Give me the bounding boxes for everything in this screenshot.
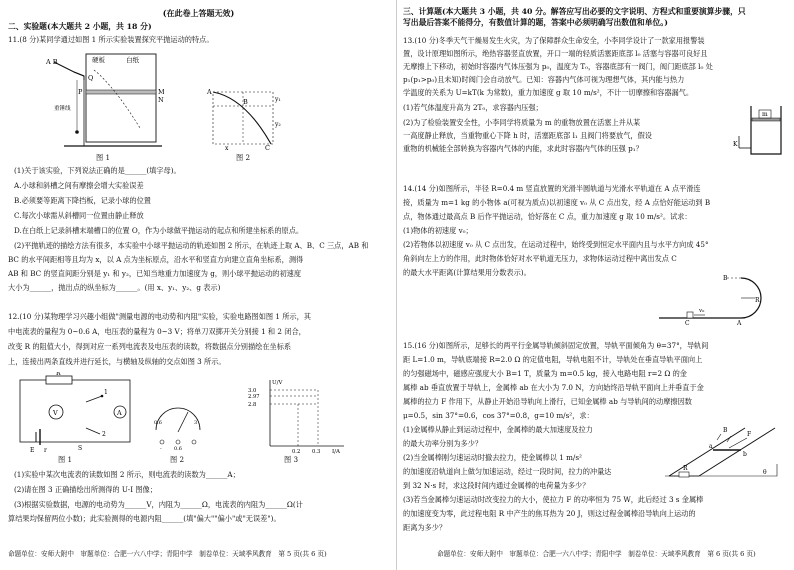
fig2-label-a: A <box>207 88 212 96</box>
q12-figure-1-circuit <box>16 372 136 458</box>
q14-figure-track <box>655 272 765 330</box>
q15-line-6: (1)金属棒从静止到运动过程中，金属棒的最大加速度及拉力 <box>403 425 593 434</box>
fig2-label-y1: y₁ <box>275 96 281 103</box>
q12-line-0: 12.(10 分)某物理学习兴趣小组做"测量电源的电动势和内阻"实验，实验电路图如图 1 所示，其 <box>8 312 311 321</box>
circuit-label-s1: 1 <box>104 389 108 396</box>
fig1-label-m: M <box>158 88 164 96</box>
q15-line-2: 的匀强磁场中，磁感应强度大小 B=1 T，质量为 m=0.5 kg，接入电路电阻 r=2 Ω 的金 <box>403 369 687 378</box>
q11-fig1-caption: 图 1 <box>96 153 111 162</box>
q15-line-10: 到 32 N·s 时，求这段时间内通过金属棒的电荷量为多少？ <box>403 481 590 490</box>
q11-line-4: C.每次小球需从斜槽同一位置由静止释放 <box>14 211 144 220</box>
q14-line-1: 接，质量为 m=1 kg 的小物体 a(可视为质点)以初速度 v₀ 从 C 点出发，经 A 点恰好能运动到 B <box>403 198 711 207</box>
q11-line-0: 11.(8 分)某同学通过如图 1 所示实验装置探究平抛运动的特点。 <box>8 35 214 44</box>
fig2-label-b: B <box>243 98 248 106</box>
q14-label-r: R <box>755 297 760 304</box>
q12-line-5: (2)请在图 3 正确描绘出所测得的 U-I 图像； <box>14 485 157 494</box>
circuit-label-s2: 2 <box>102 431 106 438</box>
circuit-label-rr: r <box>44 447 47 454</box>
q12-line-4: (1)实验中某次电流表的读数如图 2 所示，则电流表的读数为______A； <box>14 470 240 479</box>
q12-fig1-caption: 图 1 <box>58 455 73 464</box>
q11-line-9: 大小为______，抛出点的纵坐标为______。(用 x、y₁、y₂、g 表示) <box>8 283 221 292</box>
section-2-title: 二、实验题(本大题共 2 小题，共 18 分) <box>8 22 152 31</box>
circuit-label-r: R <box>56 372 61 377</box>
right-footer: 命题单位：安师大附中 审题单位：合肥一六八中学；青阳中学 制卷单位：天域季风教育 第 6 页(共 6 页) <box>437 550 756 558</box>
q12-figure-2-ammeter <box>148 400 208 454</box>
q15-figure-rails <box>659 420 785 488</box>
fig2-label-x: x <box>225 145 229 151</box>
q15-line-8: (2)当金属棒刚匀速运动时撤去拉力，使金属棒以 1 m/s² <box>403 453 582 462</box>
q15-label-theta: θ <box>763 469 767 476</box>
fig1-label-side: 重锤线 <box>54 106 71 112</box>
q11-line-3: B.必须要等距离下降挡板，记录小球的位置 <box>14 196 151 205</box>
q11-line-2: A.小球和斜槽之间有摩擦会增大实验误差 <box>14 181 144 190</box>
q13-line-8: 重物的机械能全部转换为容器内气体的内能，求此时容器内气体的压强 p₁？ <box>403 144 643 153</box>
fig1-label-hard: 硬板 <box>92 56 105 64</box>
q15-label-bb: B <box>723 427 728 434</box>
q15-line-7: 的最大功率分别为多少？ <box>403 439 483 448</box>
circuit-label-e: E <box>30 447 35 454</box>
q15-line-3: 属棒 ab 垂直放置于导轨上，金属棒 ab 在大小为 7.0 N，方向始终沿导轨平面向上并垂直于金 <box>403 383 704 392</box>
q12-fig2-caption: 图 2 <box>170 455 185 464</box>
header-notice: (在此卷上答题无效) <box>162 8 235 18</box>
q14-line-4: (2)若物体以初速度 v₀ 从 C 点出发，在运动过程中，始终受到恒定水平面内且与水平方向成 45° <box>403 240 709 249</box>
q11-line-1: (1)关于该实验，下列说法正确的是______(填字母)。 <box>14 166 181 175</box>
q14-label-c: C <box>685 320 690 326</box>
fig3-x-tick-1: 0.3 <box>312 449 321 454</box>
q11-figure-1 <box>44 50 164 154</box>
q14-line-5: 角斜向左上方的作用，此时物体恰好对水平轨道无压力，求物体运动过程中离出发点 C <box>403 254 677 263</box>
fig3-y-tick-2: 2.8 <box>248 402 257 408</box>
q13-line-7: 一高度静止释放，当重物重心下降 h 时，活塞距底部 l₁ 且阀门将要放气，假设 <box>403 131 652 140</box>
q14-line-2: 点，物体通过最高点 B 后作平抛运动，恰好落在 C 点，重力加速度 g 取 10 m/s²。试求： <box>403 212 692 221</box>
fig3-x-tick-0: 0.2 <box>292 449 301 454</box>
ammeter-terminal: 0.6 <box>174 446 182 450</box>
q14-label-a: A <box>737 320 742 326</box>
q15-label-b: b <box>743 451 747 458</box>
fig2-label-c: C <box>265 144 270 151</box>
q15-label-a: a <box>709 443 713 450</box>
q15-line-12: 的加速度变为零，此过程电阻 R 中产生的焦耳热为 20 J，则这过程金属棒沿导轨向上运动的 <box>403 509 696 518</box>
q11-line-5: D.在白纸上记录斜槽末端槽口的位置 O，作为小球做平抛运动的起点和所建坐标系的原点。 <box>14 226 304 235</box>
section-3-title: 三、计算题(本大题共 3 小题，共 40 分。解答应写出必要的文字说明、方程式和重要演算步骤，只 <box>403 7 746 16</box>
q15-line-5: μ=0.5，sin 37°=0.6，cos 37°=0.8，g=10 m/s²，求： <box>403 411 594 420</box>
q13-line-6: (2)为了检验装置安全性，小李同学将质量为 m 的重物放置在活塞上并从某 <box>403 118 641 127</box>
q13-line-3: p₁(p₁>p₀)且未知)时阀门会自动放气。已知：容器内气体可视为理想气体，其内能与热力 <box>403 75 685 84</box>
q12-line-2: 改变 R 的阻值大小，得到对应一系列电流表及电压表的读数，将数据点分别描绘在坐标系 <box>8 342 292 351</box>
circuit-label-v: V <box>53 409 58 417</box>
q12-line-7: 算结果均保留两位小数)；此实验测得的电源内阻______(填"偏大""偏小"或"无误差")。 <box>8 514 281 523</box>
q13-line-5: (1)若气体温度升高为 2T₀，求容器内压强； <box>403 103 543 112</box>
q13-label-k: K <box>733 141 738 148</box>
q14-line-0: 14.(14 分)如图所示，半径 R=0.4 m 竖直放置的光滑半圆轨道与光滑水平轨道在 A 点平滑连 <box>403 184 701 193</box>
q15-line-1: 距 L=1.0 m，导轨底端接 R=2.0 Ω 的定值电阻，导轨电阻不计，导轨处在垂直导轨平面向上 <box>403 355 703 364</box>
fig3-axis-x: I/A <box>332 449 340 454</box>
fig1-label-paper: 白纸 <box>126 56 139 64</box>
right-page <box>397 0 794 570</box>
q11-figure-2 <box>205 86 290 155</box>
q13-line-2: 无摩擦上下移动，初始时容器内气体压强为 p₀，温度为 T₀，容器底部有一阀门，阀门距底部 l₀ 处 <box>403 62 713 71</box>
q12-line-1: 中电流表的量程为 0~0.6 A，电压表的量程为 0~3 V；将单刀双掷开关分别接 1 和 2 闭合， <box>8 327 306 336</box>
q13-line-1: 置，设计原理如图所示，绝热容器竖直放置，开口一端的轻质活塞距底部 l₀ 活塞与容器可良好且 <box>403 49 708 58</box>
q11-fig2-caption: 图 2 <box>236 153 251 162</box>
q15-line-13: 距离为多少？ <box>403 523 447 532</box>
q13-line-4: 学温度的关系为 U=kT(k 为常数)，重力加速度 g 取 10 m/s²，不计一切摩擦和容器漏气。 <box>403 88 694 97</box>
fig3-y-tick-0: 3.0 <box>248 388 257 394</box>
q15-label-f: F <box>747 431 752 438</box>
fig1-label-n: N <box>158 96 164 104</box>
q11-line-6: (2)平抛轨迹的描绘方法有很多，本实验中小球平抛运动的轨迹如图 2 所示，在轨迹上取 A、B、C 三点，AB 和 <box>14 241 369 250</box>
fig1-label-p: P <box>78 88 83 96</box>
q13-label-m: m <box>762 111 768 118</box>
q14-label-b: B <box>723 275 728 282</box>
q13-line-0: 13.(10 分)冬季天气干燥易发生火灾，为了保障群众生命安全，小李同学设计了一款家用报警装 <box>403 36 705 45</box>
q15-line-4: 属棒的拉力 F 作用下，从静止开始沿导轨向上滑行，已知金属棒 ab 与导轨间的动摩擦因数 <box>403 397 692 406</box>
q15-label-r: R <box>683 465 688 472</box>
q12-fig3-caption: 图 3 <box>284 455 299 464</box>
ammeter-scale-0: 0.6 <box>154 420 162 426</box>
q15-line-11: (3)若当金属棒匀速运动时改变拉力的大小，使拉力 F 的功率恒为 75 W，此后经过 3 s 金属棒 <box>403 495 704 504</box>
fig1-label-q: Q <box>88 74 94 82</box>
fig3-axis-y: U/V <box>272 380 283 386</box>
ammeter-minus: - <box>160 446 162 450</box>
q14-line-3: (1)物体的初速度 v₀； <box>403 226 473 235</box>
left-footer: 命题单位：安师大附中 审题单位：合肥一六八中学；青阳中学 制卷单位：天域季风教育 第 5 页(共 6 页) <box>8 550 327 558</box>
q14-line-6: 的最大水平距离(计算结果用分数表示)。 <box>403 268 531 277</box>
circuit-label-a: A <box>117 409 122 417</box>
fig2-label-y2: y₂ <box>275 121 281 128</box>
q15-line-9: 的加速度沿轨道向上做匀加速运动，经过一段时间，拉力的冲量达 <box>403 467 612 476</box>
q13-figure-container <box>731 98 787 164</box>
q12-figure-3-ui-graph <box>248 376 348 458</box>
q12-line-3: 上，连接出两条直线并进行延长，与横轴及纵轴的交点如图 3 所示。 <box>8 357 226 366</box>
circuit-label-s: S <box>78 445 83 452</box>
ammeter-scale-1: 3 <box>194 420 198 426</box>
q11-line-7: BC 的水平间距相等且均为 x，以 A 点为坐标原点，沿水平和竖直方向建立直角坐标系，测得 <box>8 255 304 264</box>
fig3-y-tick-1: 2.97 <box>248 394 260 400</box>
q15-line-0: 15.(16 分)如图所示，足够长的两平行金属导轨倾斜固定放置，导轨平面倾角为 θ=37°，导轨间 <box>403 341 709 350</box>
section-3-title-cont: 写出最后答案不能得分，有数值计算的题，答案中必须明确写出数值和单位。) <box>403 18 668 27</box>
q11-line-8: AB 和 BC 的竖直间距分别是 y₁ 和 y₂，已知当地重力加速度为 g，则小球平抛运动的初速度 <box>8 269 302 278</box>
fig1-label-ab: A B <box>46 58 58 66</box>
q12-line-6: (3)根据实验数据，电源的电动势为______V，内阻为______Ω，电流表的内阻为______Ω(计 <box>14 500 303 509</box>
q14-label-v0: v₀ <box>699 308 705 314</box>
